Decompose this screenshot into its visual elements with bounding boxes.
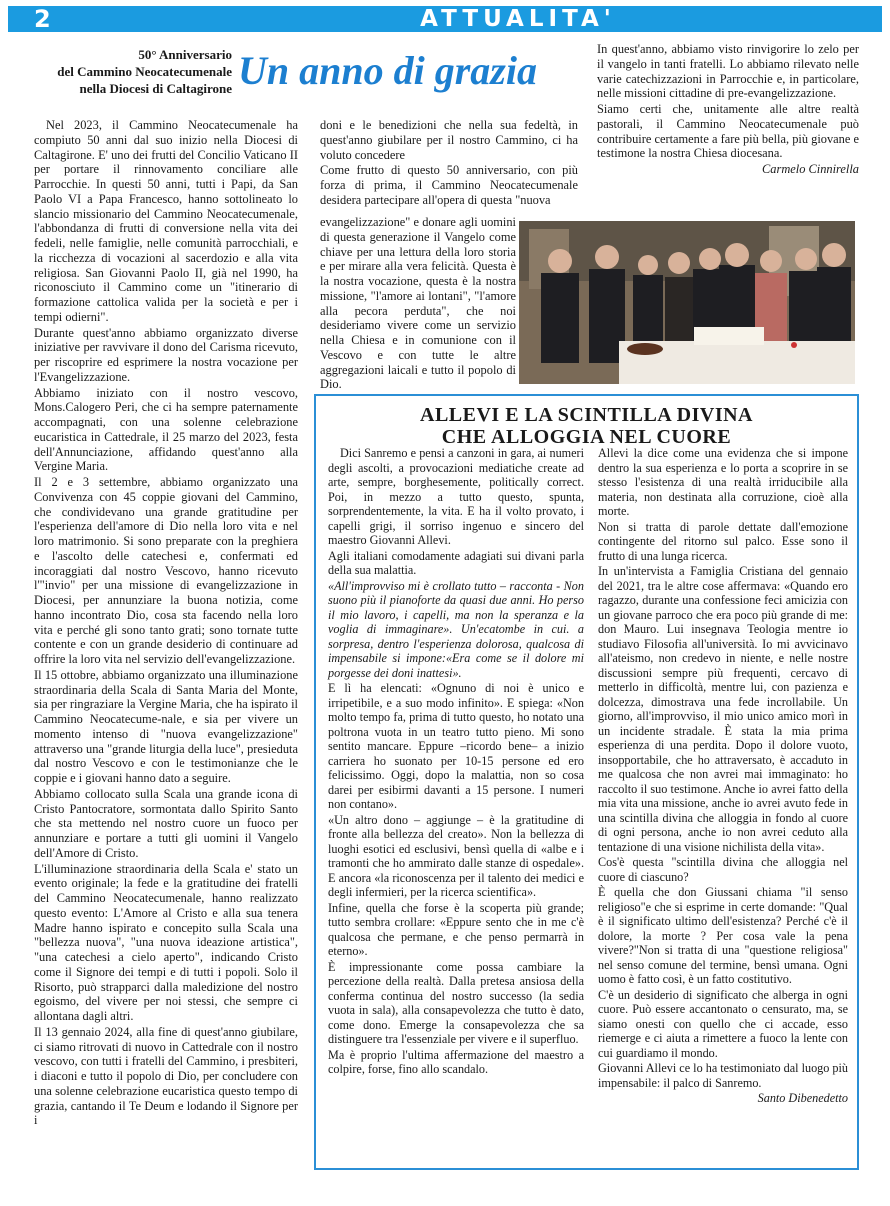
title-line: ALLEVI E LA SCINTILLA DIVINA bbox=[420, 404, 753, 426]
group-photo-illustration bbox=[519, 221, 855, 384]
kicker-line: nella Diocesi di Caltagirone bbox=[79, 81, 232, 96]
paragraph: evangelizzazione" e donare agli uomini di questa generazione il Vangelo come chiave per una lettura della loro storia e per mirare alla vera felicità. Questa è la nostra vocazione, questa è la nostra missione, "l'amore ai lontani", "l'amore alla pecora perduta", che noi desideriamo vivere come un servizio nella Chiesa e in comunione con il Vescovo e con tutte le altre aggregazioni laicali e tutto il popolo di Dio. bbox=[320, 215, 516, 392]
paragraph: Non si tratta di parole dettate dall'emozione contingente del ritorno sul palco. Esse sono il frutto di una lunga ricerca. bbox=[598, 519, 848, 563]
article2-column-2 bbox=[598, 446, 848, 1107]
kicker-line: 50° Anniversario bbox=[138, 47, 232, 62]
paragraph: C'è un desiderio di significato che alberga in ogni cuore. Può essere accantonato o censurato, ma, se siamo onesti con quello che ci accade, esso riemerge e ci aiuta a rimettere a fuoco la lente con cui guardiamo il mondo. bbox=[598, 987, 848, 1060]
paragraph: «All'improvviso mi è crollato tutto – racconta - Non suono più il pianoforte da quasi due anni. Ho perso il mio lavoro, i capelli, ma non la speranza e la voglia di immaginare». Un'ecatombe in cui. a sorpresa, dentro l'esperienza dolorosa, qualcosa di impensabile si impone:«Era come se il dolore mi porgesse dei doni inattesi». bbox=[328, 578, 584, 680]
paragraph: In un'intervista a Famiglia Cristiana del gennaio del 2021, tra le altre cose affermava: «Quando ero ragazzo, durante una confessione feci amicizia con un giovane parroco che era poco più grande di me: don Mauro. Lui insegnava Teologia mentre io studiavo Filosofia all'università. Io mi avvicinavo all'ateismo, non credevo in niente, e nelle nostre discussioni sempre più frequenti, cercavo di metterlo in difficoltà, mentre lui, con pazienza e dolcezza, dimostrava una fede incrollabile. Un giorno, all'improvviso, il mio unico amico morì in un incidente stradale. È stata la mia prima esperienza di una perdita. Dopo il dolore vuoto, insopportabile, che ho attraversato, è accaduto in me qualcosa che non avrei mai immaginato: ho raccolto il suo testimone. Anche io avrei fatto della mia vita una missione, anche io avrei avuto fede in una scintilla divina che alloggia in fondo al cuore di ogni persona, anche io non avrei ceduto alla tentazione di una visione nichilista della vita». bbox=[598, 564, 848, 854]
paragraph: Infine, quella che forse è la scoperta più grande; tutto sembra crollare: «Eppure sento che in me c'è qualcosa che permane, e che penso permarrà in eterno». bbox=[328, 900, 584, 958]
paragraph: L'illuminazione straordinaria della Scala e' stato un evento originale; la fede e la gratitudine dei fratelli del Cammino Neocatecumenale, hanno realizzato questo evento: L'Amore al Cristo e alla sua tenera Madre hanno ispirato e concepito sulla Scala una "bellezza nuova", "una nuova ideazione artistica", "una catechesi a cielo aperto", indicando Cristo come il Signore dei tempi e di tutti i popoli. Solo il Risorto, può strapparci dalla maledizione del nostro egoismo, del vivere per noi stessi, che sempre ci allontana dagli altri. bbox=[34, 861, 298, 1023]
paragraph: Ma è proprio l'ultima affermazione del maestro a colpire, forse, fino allo scandalo. bbox=[328, 1047, 584, 1076]
paragraph: Come frutto di questo 50 anniversario, con più forza di prima, il Cammino Neocatecumenale desidera partecipare all'opera di questa "nuova bbox=[320, 163, 578, 207]
article-signature: Carmelo Cinnirella bbox=[762, 162, 859, 176]
article2-column-1 bbox=[328, 446, 584, 1078]
paragraph: Durante quest'anno abbiamo organizzato diverse iniziative per ravvivare il dono del Carisma ricevuto, per riscoprire ed esprimere la nostra vocazione per l'Evangelizzazione. bbox=[34, 325, 298, 384]
article-kicker bbox=[20, 46, 232, 97]
group-photo bbox=[519, 221, 855, 384]
paragraph: E lì ha elencati: «Ognuno di noi è unico e irripetibile, e a suo modo infinito». E spiega: «Non molto tempo fa, prima di tutto questo, ho notato una poltrona vuota in un teatro tutto pieno. Mi sono sentito mancare. Eppure –ricordo bene– a inizio carriera ho suonato per 10-15 persone ed ero felicissimo. Oggi, dopo la malattia, non so cosa darei per esibirmi davanti a 15 persone. I numeri non contano». bbox=[328, 681, 584, 811]
article1-column-2-wrap bbox=[320, 215, 516, 393]
paragraph: «Un altro dono – aggiunge – è la gratitudine di fronte alla bellezza del creato». Non la bellezza di luoghi esotici ed esclusivi, bensì quella di «albe e i tramonti che ho ammirato dalle stanze di ospedale». E ancora «la riconoscenza per il talento dei medici e degli infermieri, per la ricerca scientifica». bbox=[328, 812, 584, 899]
paragraph: È quella che don Giussani chiama "il senso religioso"e che si esprime in certe domande: "Qual è il significato ultimo dell'esistenza? Perché c'è il dolore, la morte ? Per cosa vale la pena vivere?"Non si tratta di una "questione religiosa" nel senso comune del termine, bensì umana. Ogni uomo è fatto così, è un fatto costitutivo. bbox=[598, 885, 848, 986]
paragraph: Dici Sanremo e pensi a canzoni in gara, ai numeri degli ascolti, a provocazioni mediatiche create ad arte, sempre, borghesemente, politically correct. Poi, in mezzo a tutto questo, spunta, sorprendentemente, la vita. E ha il volto provato, i capelli grigi, il sorriso ingenuo e sincero del maestro Giovanni Allevi. bbox=[328, 446, 584, 547]
paragraph: Il 2 e 3 settembre, abbiamo organizzato una Convivenza con 45 coppie giovani del Cammino, che condividevano una grande gratitudine per l'esperienza dell'amore di Dio nella loro vita e nel loro matrimonio. Si sono preparate con la preghiera e l'ascolto delle catechesi e, confermati ed incoraggiati dal nostro Vescovo, hanno ricevuto l'"invio" per una missione di evangelizzazione in Diocesi, per annunziare la buona notizia, come hanno incontrato Dio, cosa sta facendo nella loro vita e perché gli sono tanto grati; sono tornate tutte contente e con un grande desiderio di continuare ad offrire la loro vita nel servizio dell'evangelizzazione. bbox=[34, 475, 298, 666]
paragraph: Cos'è questa "scintilla divina che alloggia nel cuore di ciascuno? bbox=[598, 855, 848, 884]
paragraph: Agli italiani comodamente adagiati sui divani parla della sua malattia. bbox=[328, 548, 584, 577]
paragraph: Siamo certi che, unitamente alle altre realtà pastorali, il Cammino Neocatecumenale può contribuire certamente a fare più bella, più giovane e testimone la nostra Chiesa diocesana. bbox=[597, 102, 859, 161]
paragraph: In quest'anno, abbiamo visto rinvigorire lo zelo per il vangelo in tanti fratelli. Lo abbiamo rilevato nelle varie catechizzazioni in Parrocchie e, in particolare, nelle missioni cittadine di pre-evangelizzazione. bbox=[597, 42, 859, 101]
article1-column-3 bbox=[597, 42, 859, 178]
paragraph: Abbiamo iniziato con il nostro vescovo, Mons.Calogero Peri, che ci ha sempre paternamente accompagnati, con una solenne celebrazione eucaristica in Cattedrale, il 25 marzo del 2023, festa dell'Annunciazione, affidando quest'anno alla Vergine Maria. bbox=[34, 385, 298, 474]
paragraph: Il 15 ottobre, abbiamo organizzato una illuminazione straordinaria della Scala di Santa Maria del Monte, sia per ringraziare la Vergine Maria, che ha ispirato il Cammino Neocatecume-nale, e sia per vivere un momento intenso di "nuova evangelizzazione" attraverso una "grande liturgia della luce", presieduta dal nostro Vescovo e con le testimonianze che le coppie e i giovani hanno dato a seguire. bbox=[34, 667, 298, 785]
article2-title bbox=[316, 404, 857, 448]
paragraph: Il 13 gennaio 2024, alla fine di quest'anno giubilare, ci siamo ritrovati di nuovo in Cattedrale con il nostro vescovo, con tutti i fratelli del Cammino, i presbiteri, i diaconi e tutto il popolo di Dio, per concludere con una solenne celebrazione eucaristica questo tempo di grazia, cantando il Te Deum e lodando il Signore per i bbox=[34, 1024, 298, 1128]
article-title: Un anno di grazia bbox=[238, 48, 537, 93]
section-title: ATTUALITA' bbox=[420, 6, 616, 32]
paragraph: È impressionante come possa cambiare la percezione della realtà. Dalla pretesa ansiosa della conferma continua del nostro successo (la sedia vuota in sala), alla consapevolezza che tutto è dato, come dono. Emerge la consapevolezza che sa distinguere tra l'essenziale per vivere e il superfluo. bbox=[328, 959, 584, 1046]
article1-column-2 bbox=[320, 118, 578, 209]
article-signature: Santo Dibenedetto bbox=[757, 1091, 848, 1105]
title-line: CHE ALLOGGIA NEL CUORE bbox=[441, 426, 732, 448]
paragraph: Allevi la dice come una evidenza che si impone dentro la sua esperienza e lo porta a scoprire in se stesso l'esistenza di una realtà irriducibile alla materia, non destinata alla corruzione, cioè alla morte. bbox=[598, 446, 848, 518]
paragraph: Abbiamo collocato sulla Scala una grande icona di Cristo Pantocratore, sormontata dallo Spirito Santo che sta mettendo nel nostro cuore un fuoco per annunziare e portare a tutti gli uomini il Vangelo dell'Amore di Cristo. bbox=[34, 786, 298, 860]
paragraph: Giovanni Allevi ce lo ha testimoniato dal luogo più impensabile: il palco di Sanremo. bbox=[598, 1061, 848, 1090]
page-number: 2 bbox=[34, 5, 51, 33]
paragraph: doni e le benedizioni che nella sua fedeltà, in quest'anno giubilare per il nostro Cammino, ci ha voluto concedere bbox=[320, 118, 578, 162]
section-header-bar bbox=[8, 6, 882, 32]
kicker-line: del Cammino Neocatecumenale bbox=[57, 64, 232, 79]
paragraph: Nel 2023, il Cammino Neocatecumenale ha compiuto 50 anni dal suo inizio nella Diocesi di Caltagirone. E' uno dei frutti del Concilio Vaticano II per portare il rinnovamento conciliare alle Parrocchie. In questi 50 anni, tutti i Papi, da San Paolo VI a Papa Francesco, hanno sottolineato lo slancio missionario del Cammino Neocatecumenale, l'abbondanza di frutti di conversione nella vita dei fedeli, nelle famiglie, nelle comunità parrocchiali, e la ricchezza di vocazioni al sacerdozio e alla vita religiosa. San Giovanni Paolo II, già nel 1990, ha riconosciuto il Cammino come un "itinerario di formazione cattolica valida per la società e per i tempi odierni". bbox=[34, 118, 298, 324]
allevi-article-box bbox=[314, 394, 859, 1170]
article1-column-1 bbox=[34, 118, 298, 1129]
